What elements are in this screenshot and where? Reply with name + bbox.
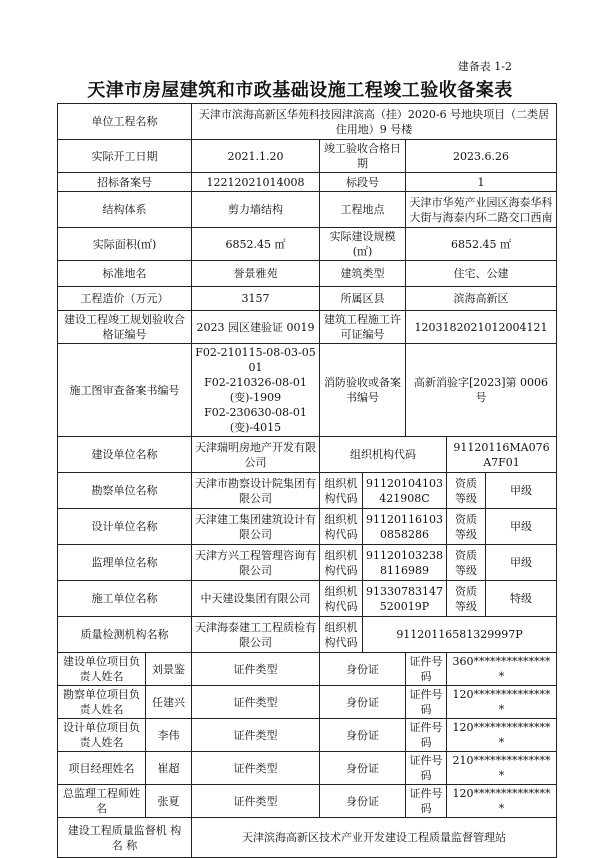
district-label: 所属区县 <box>320 287 406 311</box>
project-name-label: 单位工程名称 <box>58 104 192 140</box>
design-qual-label: 资质等级 <box>447 509 486 545</box>
person-role-label: 建设单位项目负责人姓名 <box>58 653 146 686</box>
row-standard-name <box>58 261 557 287</box>
construction-qual-label: 资质等级 <box>447 581 486 617</box>
developer-org-code-label: 组织机构代码 <box>320 437 447 473</box>
area-value: 6852.45 ㎡ <box>192 228 320 261</box>
completion-date-label: 竣工验收合格日期 <box>320 140 406 173</box>
standard-name-value: 誉景雅苑 <box>192 261 320 287</box>
row-dates <box>58 140 557 173</box>
fire-acceptance-value: 高新消验字[2023]第 0006 号 <box>406 344 557 437</box>
developer-label: 建设单位名称 <box>58 437 192 473</box>
building-type-value: 住宅、公建 <box>406 261 557 287</box>
person-name: 张夏 <box>146 785 192 818</box>
location-label: 工程地点 <box>320 192 406 228</box>
survey-qual-label: 资质等级 <box>447 473 486 509</box>
supervision-agency-value: 天津滨海高新区技术产业开发建设工程质量监督管理站 <box>192 818 557 858</box>
cert-type-label: 证件类型 <box>192 653 320 686</box>
cert-no-label: 证件号码 <box>406 719 447 752</box>
person-role-label: 总监理工程师姓名 <box>58 785 146 818</box>
tender-no-value: 12212021014008 <box>192 173 320 192</box>
fire-acceptance-label: 消防验收或备案书编号 <box>320 344 406 437</box>
supervision-name: 天津方兴工程管理咨询有限公司 <box>192 545 320 581</box>
person-name: 任建兴 <box>146 686 192 719</box>
section-no-value: 1 <box>406 173 557 192</box>
row-project-name <box>58 104 557 140</box>
row-supervision <box>58 545 557 581</box>
supervision-qual-label: 资质等级 <box>447 545 486 581</box>
design-qual-grade: 甲级 <box>486 509 557 545</box>
testing-name: 天津海泰建工工程质检有限公司 <box>192 617 320 653</box>
design-org-code: 911201161030858286 <box>363 509 447 545</box>
cert-no-label: 证件号码 <box>406 752 447 785</box>
row-testing <box>58 617 557 653</box>
cert-no-value: 360*************** <box>447 653 557 686</box>
cert-no-label: 证件号码 <box>406 686 447 719</box>
scale-label: 实际建设规模(㎡) <box>320 228 406 261</box>
construction-name: 中天建设集团有限公司 <box>192 581 320 617</box>
design-name: 天津建工集团建筑设计有限公司 <box>192 509 320 545</box>
person-name: 刘景鉴 <box>146 653 192 686</box>
form-code: 建备表 1-2 <box>457 60 512 73</box>
cert-no-value: 120*************** <box>447 719 557 752</box>
cert-type-label: 证件类型 <box>192 719 320 752</box>
start-date-label: 实际开工日期 <box>58 140 192 173</box>
drawing-review-line: F02-210326-08-01(变)-1909 <box>204 376 307 404</box>
cert-type-label: 证件类型 <box>192 686 320 719</box>
person-row <box>58 653 557 686</box>
cert-type-label: 证件类型 <box>192 752 320 785</box>
survey-org-code: 91120104103421908C <box>363 473 447 509</box>
cert-no-value: 210*************** <box>447 752 557 785</box>
cert-type-value: 身份证 <box>320 653 406 686</box>
filing-table <box>57 103 557 858</box>
construction-label: 施工单位名称 <box>58 581 192 617</box>
structure-label: 结构体系 <box>58 192 192 228</box>
row-structure <box>58 192 557 228</box>
location-value: 天津市华苑产业园区海泰华科大街与海泰内环二路交口西南 <box>406 192 557 228</box>
standard-name-label: 标准地名 <box>58 261 192 287</box>
tender-no-label: 招标备案号 <box>58 173 192 192</box>
person-row <box>58 686 557 719</box>
person-name: 李伟 <box>146 719 192 752</box>
person-row <box>58 752 557 785</box>
survey-label: 勘察单位名称 <box>58 473 192 509</box>
drawing-review-value <box>192 344 320 437</box>
row-construction <box>58 581 557 617</box>
planning-cert-label: 建设工程竣工规划验收合格证编号 <box>58 311 192 344</box>
row-permits <box>58 311 557 344</box>
section-no-label: 标段号 <box>320 173 406 192</box>
design-org-code-label: 组织机构代码 <box>320 509 363 545</box>
person-row <box>58 719 557 752</box>
cert-no-label: 证件号码 <box>406 785 447 818</box>
construction-permit-value: 12031820210120041​21 <box>406 311 557 344</box>
supervision-org-code: 911201032388116989 <box>363 545 447 581</box>
person-role-label: 设计单位项目负责人姓名 <box>58 719 146 752</box>
row-tender <box>58 173 557 192</box>
supervision-qual-grade: 甲级 <box>486 545 557 581</box>
drawing-review-line: F02-230630-08-01(变)-4015 <box>204 406 307 434</box>
developer-name: 天津瑞明房地产开发有限公司 <box>192 437 320 473</box>
building-type-label: 建筑类型 <box>320 261 406 287</box>
row-supervision-agency <box>58 818 557 858</box>
testing-label: 质量检测机构名称 <box>58 617 192 653</box>
drawing-review-label: 施工图审查备案书编号 <box>58 344 192 437</box>
construction-permit-label: 建筑工程施工许可证编号 <box>320 311 406 344</box>
cost-value: 3157 <box>192 287 320 311</box>
district-value: 滨海高新区 <box>406 287 557 311</box>
cert-type-label: 证件类型 <box>192 785 320 818</box>
person-role-label: 项目经理姓名 <box>58 752 146 785</box>
completion-date-value: 2023.6.26 <box>406 140 557 173</box>
row-cost <box>58 287 557 311</box>
start-date-value: 2021.1.20 <box>192 140 320 173</box>
survey-org-code-label: 组织机构代码 <box>320 473 363 509</box>
testing-org-code-label: 组织机构代码 <box>320 617 363 653</box>
developer-org-code: 91120116MA076A7F01 <box>447 437 557 473</box>
cost-label: 工程造价（万元） <box>58 287 192 311</box>
person-role-label: 勘察单位项目负责人姓名 <box>58 686 146 719</box>
cert-no-value: 120*************** <box>447 785 557 818</box>
person-row <box>58 785 557 818</box>
drawing-review-line: F02-210115-08-03-0501 <box>195 346 316 374</box>
row-developer <box>58 437 557 473</box>
structure-value: 剪力墙结构 <box>192 192 320 228</box>
person-name: 崔超 <box>146 752 192 785</box>
scale-value: 6852.45 ㎡ <box>406 228 557 261</box>
cert-type-value: 身份证 <box>320 785 406 818</box>
row-survey <box>58 473 557 509</box>
construction-qual-grade: 特级 <box>486 581 557 617</box>
survey-qual-grade: 甲级 <box>486 473 557 509</box>
cert-type-value: 身份证 <box>320 752 406 785</box>
project-name-value: 天津市滨海高新区华苑科技园津滨高（挂）2020-6 号地块项目（二类居住用地）9 号楼 <box>192 104 557 140</box>
survey-name: 天津市勘察设计院集团有限公司 <box>192 473 320 509</box>
supervision-label: 监理单位名称 <box>58 545 192 581</box>
cert-type-value: 身份证 <box>320 686 406 719</box>
area-label: 实际面积(㎡) <box>58 228 192 261</box>
testing-org-code: 91120116581329997P <box>363 617 557 653</box>
design-label: 设计单位名称 <box>58 509 192 545</box>
cert-no-value: 120*************** <box>447 686 557 719</box>
construction-org-code: 91330783147520019P <box>363 581 447 617</box>
cert-no-label: 证件号码 <box>406 653 447 686</box>
row-design <box>58 509 557 545</box>
planning-cert-value: 2023 园区建验证 0019 <box>192 311 320 344</box>
construction-org-code-label: 组织机构代码 <box>320 581 363 617</box>
row-drawing-review <box>58 344 557 437</box>
cert-type-value: 身份证 <box>320 719 406 752</box>
document-title: 天津市房屋建筑和市政基础设施工程竣工验收备案表 <box>87 80 513 101</box>
supervision-org-code-label: 组织机构代码 <box>320 545 363 581</box>
row-area <box>58 228 557 261</box>
supervision-agency-label: 建设工程质量监督机 构 名 称 <box>58 818 192 858</box>
